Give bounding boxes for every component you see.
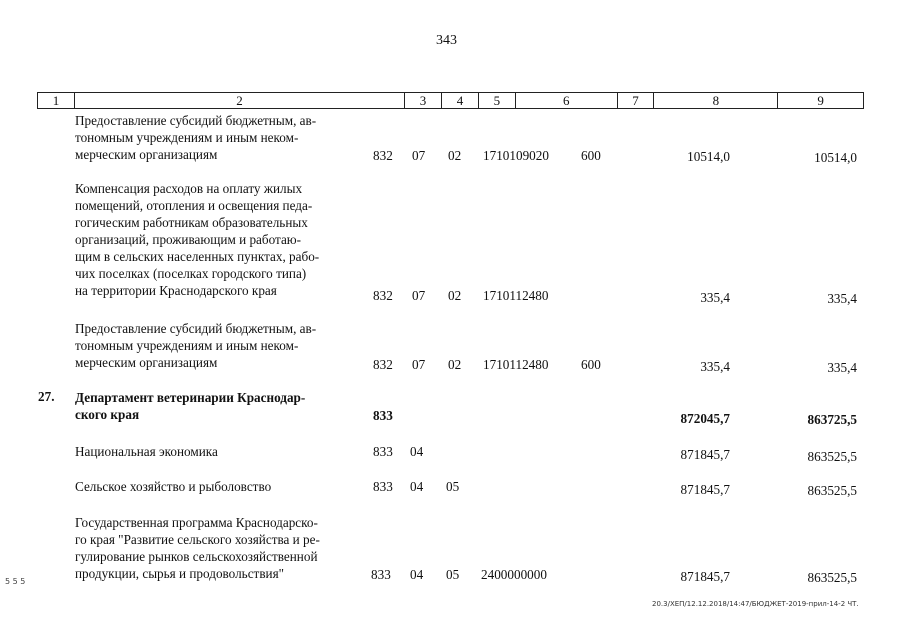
description-line: Предоставление субсидий бюджетным, ав-: [75, 321, 317, 336]
cell-amount-2020: 335,4: [700, 359, 730, 374]
row-description: [75, 514, 363, 582]
row-description: [75, 320, 363, 371]
column-header-6: 6: [516, 93, 618, 108]
page-number: 343: [436, 33, 457, 48]
cell-section: 04: [410, 444, 424, 459]
cell-subsection: 05: [446, 567, 460, 582]
column-header-8: 8: [654, 93, 778, 108]
cell-section: 07: [412, 148, 426, 163]
description-line: Государственная программа Краснодарско-: [75, 515, 318, 530]
description-line: на территории Краснодарского края: [75, 283, 277, 298]
cell-ministry: 833: [373, 479, 393, 494]
cell-subsection: 05: [446, 479, 460, 494]
row-description: [75, 180, 363, 299]
cell-target-article: 1710109020: [483, 148, 549, 163]
description-line: Департамент ветеринарии Краснодар-: [75, 390, 306, 405]
cell-expense-type: 600: [581, 357, 601, 372]
description-line: гогическим работникам образовательных: [75, 215, 308, 230]
description-line: помещений, отопления и освещения педа-: [75, 198, 313, 213]
description-line: Сельское хозяйство и рыболовство: [75, 479, 272, 494]
column-header-7: 7: [618, 93, 655, 108]
column-header-9: 9: [817, 93, 824, 108]
description-line: продукции, сырья и продовольствия": [75, 566, 285, 581]
cell-amount-2021: 863725,5: [807, 412, 857, 427]
cell-amount-2021: 335,4: [827, 291, 857, 306]
cell-amount-2021: 10514,0: [814, 150, 857, 165]
description-line: Компенсация расходов на оплату жилых: [75, 181, 303, 196]
cell-amount-2021: 335,4: [827, 360, 857, 375]
column-header-1: 1: [38, 93, 75, 108]
cell-amount-2020: 335,4: [700, 290, 730, 305]
row-description: [75, 112, 363, 163]
cell-ministry: 833: [371, 567, 391, 582]
print-stamp: 20.3/ХЕП/12.12.2018/14:47/БЮДЖЕТ-2019-прил-14-2 ЧТ.: [652, 600, 859, 608]
cell-amount-2020: 871845,7: [680, 447, 730, 462]
column-header-5: 5: [479, 93, 516, 108]
description-line: мерческим организациям: [75, 355, 218, 370]
description-line: го края "Развитие сельского хозяйства и ре-: [75, 532, 320, 547]
cell-subsection: 02: [448, 357, 462, 372]
description-line: тономным учреждениям и иным неком-: [75, 338, 299, 353]
cell-ministry: 832: [373, 288, 393, 303]
column-header-4: 4: [442, 93, 479, 108]
cell-section: 07: [412, 288, 426, 303]
cell-section: 04: [410, 567, 424, 582]
description-line: организаций, проживающим и работаю-: [75, 232, 302, 247]
cell-target-article: 2400000000: [481, 567, 547, 582]
cell-target-article: 1710112480: [483, 288, 549, 303]
cell-ministry: 833: [373, 408, 393, 423]
cell-ministry: 833: [373, 444, 393, 459]
column-header-row: [37, 92, 864, 109]
cell-section: 07: [412, 357, 426, 372]
column-header-2: 2: [75, 93, 405, 108]
cell-subsection: 02: [448, 148, 462, 163]
cell-amount-2020: 871845,7: [680, 482, 730, 497]
column-header-3: 3: [405, 93, 442, 108]
cell-amount-2021: 863525,5: [807, 570, 857, 585]
cell-ministry: 832: [373, 357, 393, 372]
description-line: гулирование рынков сельскохозяйственной: [75, 549, 318, 564]
description-line: тономным учреждениям и иным неком-: [75, 130, 299, 145]
description-line: Национальная экономика: [75, 444, 218, 459]
cell-amount-2021: 863525,5: [807, 483, 857, 498]
description-line: Предоставление субсидий бюджетным, ав-: [75, 113, 317, 128]
cell-section: 04: [410, 479, 424, 494]
cell-ministry: 832: [373, 148, 393, 163]
row-description: [75, 443, 363, 460]
description-line: щим в сельских населенных пунктах, рабо-: [75, 249, 320, 264]
row-description: [75, 389, 363, 423]
cell-subsection: 02: [448, 288, 462, 303]
cell-expense-type: 600: [581, 148, 601, 163]
cell-amount-2021: 863525,5: [807, 449, 857, 464]
cell-amount-2020: 10514,0: [687, 149, 730, 164]
cell-target-article: 1710112480: [483, 357, 549, 372]
row-description: [75, 478, 363, 495]
margin-mark: 5 5 5: [5, 577, 26, 586]
description-line: чих поселках (поселках городского типа): [75, 266, 307, 281]
description-line: мерческим организациям: [75, 147, 218, 162]
description-line: ского края: [75, 407, 140, 422]
cell-amount-2020: 871845,7: [680, 569, 730, 584]
cell-amount-2020: 872045,7: [680, 411, 730, 426]
row-number: 27.: [38, 389, 55, 404]
